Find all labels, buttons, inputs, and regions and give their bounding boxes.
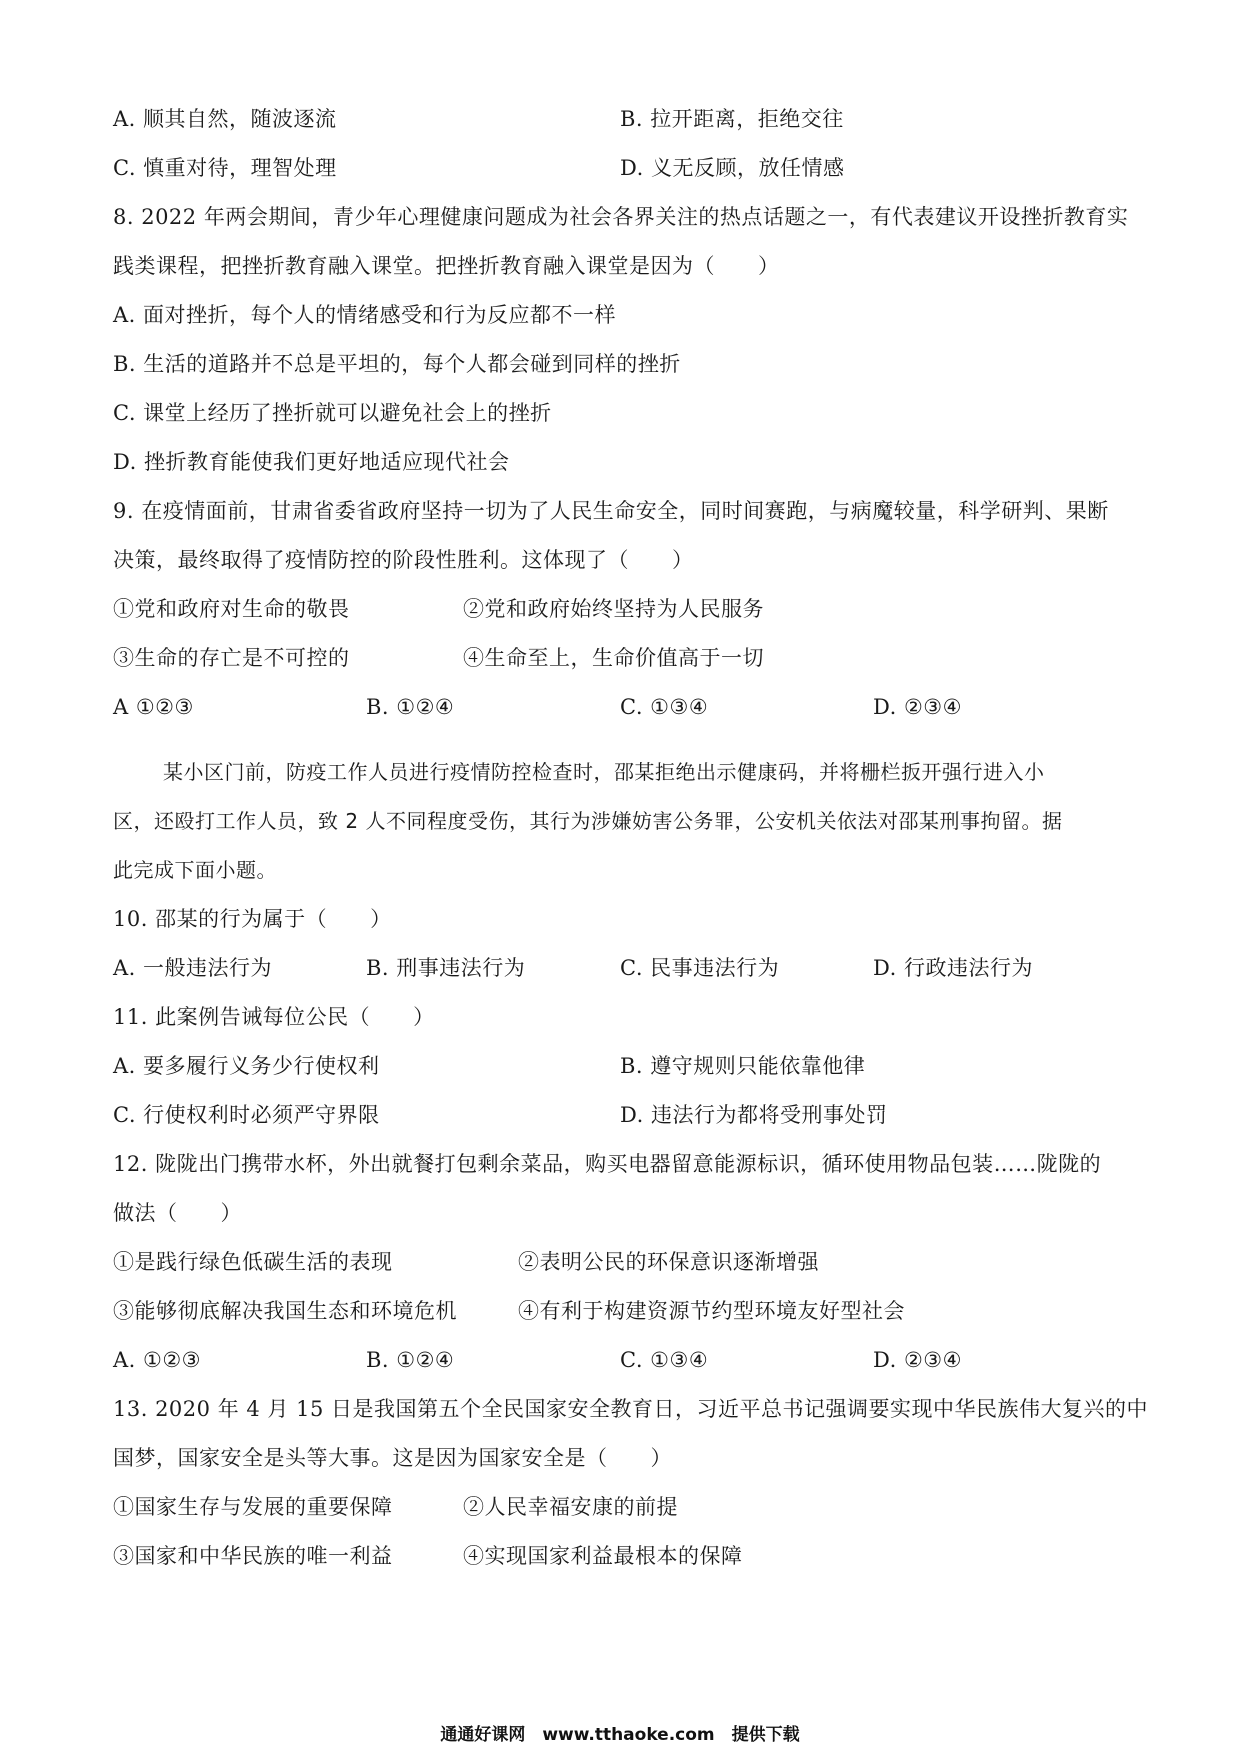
q12-statement-1: ①是践行绿色低碳生活的表现 (113, 1250, 393, 1274)
q9-statement-2: ②党和政府始终坚持为人民服务 (463, 597, 764, 621)
passage-line2: 区，还殴打工作人员，致 2 人不同程度受伤，其行为涉嫌妨害公务罪，公安机关依法对邵某刑事拘留。据 (113, 809, 1063, 833)
q12-statement-4: ④有利于构建资源节约型环境友好型社会 (518, 1299, 905, 1323)
q13-stem-line2: 国梦，国家安全是头等大事。这是因为国家安全是（ ） (113, 1446, 672, 1470)
q11-option-b: B. 遵守规则只能依靠他律 (620, 1054, 866, 1078)
q7-option-d: D. 义无反顾，放任情感 (620, 156, 845, 180)
q12-statement-3: ③能够彻底解决我国生态和环境危机 (113, 1299, 457, 1323)
q11-option-d: D. 违法行为都将受刑事处罚 (620, 1103, 888, 1127)
q8-option-a: A. 面对挫折，每个人的情绪感受和行为反应都不一样 (113, 303, 617, 327)
q8-option-c: C. 课堂上经历了挫折就可以避免社会上的挫折 (113, 401, 552, 425)
q8-stem-line2: 践类课程，把挫折教育融入课堂。把挫折教育融入课堂是因为（ ） (113, 254, 780, 278)
q7-option-b: B. 拉开距离，拒绝交往 (620, 107, 844, 131)
q8-option-d: D. 挫折教育能使我们更好地适应现代社会 (113, 450, 510, 474)
q12-option-a: A. ①②③ (113, 1348, 201, 1372)
q12-stem-line2: 做法（ ） (113, 1201, 242, 1225)
q9-option-d: D. ②③④ (873, 695, 962, 719)
q8-stem-line1: 8. 2022 年两会期间，青少年心理健康问题成为社会各界关注的热点话题之一，有代表建议开设挫折教育实 (113, 205, 1129, 229)
q12-option-d: D. ②③④ (873, 1348, 962, 1372)
q9-option-c: C. ①③④ (620, 695, 709, 719)
q10-option-b: B. 刑事违法行为 (366, 956, 526, 980)
q13-statement-4: ④实现国家利益最根本的保障 (463, 1544, 743, 1568)
q12-option-c: C. ①③④ (620, 1348, 709, 1372)
q9-option-b: B. ①②④ (366, 695, 455, 719)
q10-option-c: C. 民事违法行为 (620, 956, 780, 980)
passage-line1: 某小区门前，防疫工作人员进行疫情防控检查时，邵某拒绝出示健康码，并将栅栏扳开强行进入小 (163, 760, 1045, 784)
passage-line3: 此完成下面小题。 (113, 858, 277, 882)
q10-option-d: D. 行政违法行为 (873, 956, 1033, 980)
q9-stem-line2: 决策，最终取得了疫情防控的阶段性胜利。这体现了（ ） (113, 548, 694, 572)
q9-statement-1: ①党和政府对生命的敬畏 (113, 597, 350, 621)
q9-stem-line1: 9. 在疫情面前，甘肃省委省政府坚持一切为了人民生命安全，同时间赛跑，与病魔较量，科学研判、果断 (113, 499, 1109, 523)
page-footer: 通通好课网 www.tthaoke.com 提供下载 (440, 1725, 800, 1745)
q7-option-a: A. 顺其自然，随波逐流 (113, 107, 337, 131)
q11-option-c: C. 行使权利时必须严守界限 (113, 1103, 380, 1127)
q9-statement-3: ③生命的存亡是不可控的 (113, 646, 350, 670)
q11-option-a: A. 要多履行义务少行使权利 (113, 1054, 380, 1078)
q13-stem-line1: 13. 2020 年 4 月 15 日是我国第五个全民国家安全教育日，习近平总书记强调要实现中华民族伟大复兴的中 (113, 1397, 1148, 1421)
q13-statement-3: ③国家和中华民族的唯一利益 (113, 1544, 393, 1568)
q13-statement-1: ①国家生存与发展的重要保障 (113, 1495, 393, 1519)
q10-stem: 10. 邵某的行为属于（ ） (113, 907, 392, 931)
q13-statement-2: ②人民幸福安康的前提 (463, 1495, 678, 1519)
q8-option-b: B. 生活的道路并不总是平坦的，每个人都会碰到同样的挫折 (113, 352, 681, 376)
q12-statement-2: ②表明公民的环保意识逐渐增强 (518, 1250, 819, 1274)
q12-option-b: B. ①②④ (366, 1348, 455, 1372)
q9-option-a: A ①②③ (113, 695, 194, 719)
q10-option-a: A. 一般违法行为 (113, 956, 273, 980)
q7-option-c: C. 慎重对待，理智处理 (113, 156, 337, 180)
q11-stem: 11. 此案例告诫每位公民（ ） (113, 1005, 435, 1029)
q12-stem-line1: 12. 陇陇出门携带水杯，外出就餐打包剩余菜品，购买电器留意能源标识，循环使用物品包装……陇陇的 (113, 1152, 1102, 1176)
q9-statement-4: ④生命至上，生命价值高于一切 (463, 646, 764, 670)
